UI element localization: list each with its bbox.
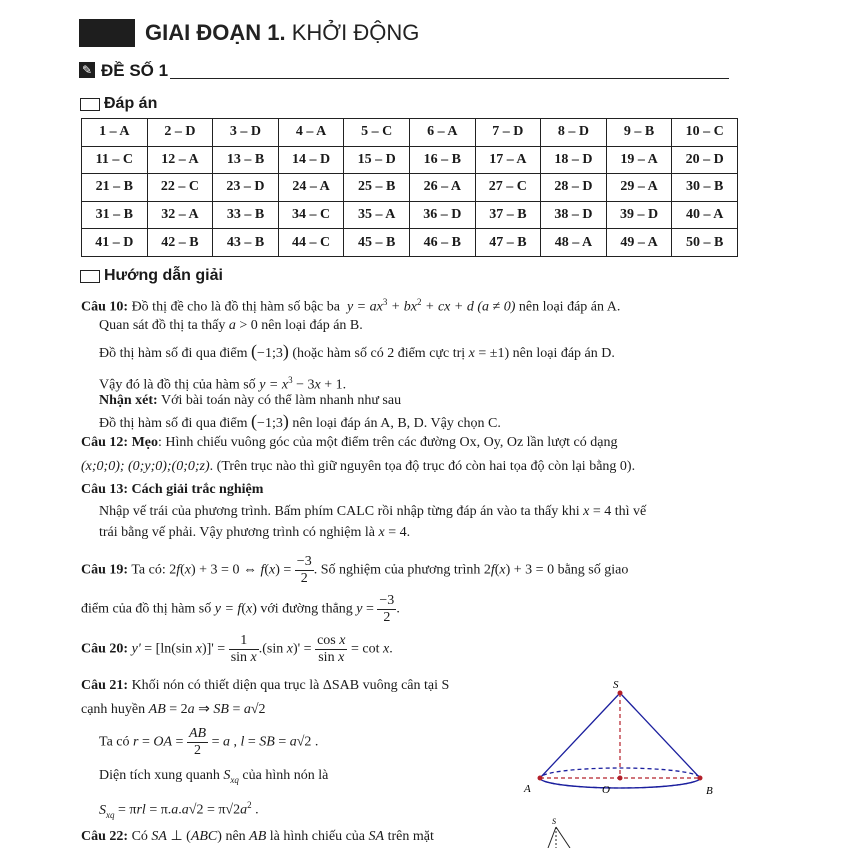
answer-cell: 6 – A xyxy=(409,119,475,147)
answer-cell: 13 – B xyxy=(213,146,279,174)
exam-underline xyxy=(170,78,729,79)
answer-cell: 35 – A xyxy=(344,201,410,229)
q10-line6: Đồ thị hàm số đi qua điểm (−1;3) nên loại đáp án A, B, D. Vậy chọn C. xyxy=(99,411,501,431)
cone-edge-SA xyxy=(540,693,620,778)
answer-cell: 46 – B xyxy=(409,229,475,257)
label-O: O xyxy=(602,784,610,796)
exam-label: ĐỀ SỐ 1 xyxy=(101,61,169,80)
answer-cell: 27 – C xyxy=(475,174,541,202)
q19-line2: điểm của đồ thị hàm số y = f(x) với đường thẳng y = $\frac{-3}{2}$ . xyxy=(81,593,400,625)
answer-cell: 10 – C xyxy=(672,119,738,147)
answer-row xyxy=(82,229,738,257)
q21-line2: cạnh huyền AB = 2a ⇒ SB = a√2 xyxy=(81,702,266,717)
stage-header-block xyxy=(79,19,135,47)
answer-cell: 33 – B xyxy=(213,201,279,229)
q21-line3: Ta có r = OA = $\frac{AB}{2}$ = a , l = SB = a√2 . xyxy=(99,726,319,758)
q10-line2: Quan sát đồ thị ta thấy a > 0 nên loại đáp án B. xyxy=(99,318,363,333)
q22-line1: Câu 22: Có SA ⊥ (ABC) nên AB là hình chiếu của SA trên mặt xyxy=(81,829,434,844)
section-box-icon xyxy=(80,98,100,111)
small-label-S: S xyxy=(552,817,556,826)
answer-cell: 29 – A xyxy=(606,174,672,202)
answer-cell: 41 – D xyxy=(82,229,148,257)
answer-cell: 17 – A xyxy=(475,146,541,174)
q12-line1: Câu 12: Mẹo: Hình chiếu vuông góc của một điểm trên các đường Ox, Oy, Oz lần lượt có dạng xyxy=(81,435,618,450)
answer-cell: 11 – C xyxy=(82,146,148,174)
q13-line1: Nhập vế trái của phương trình. Bấm phím CALC rồi nhập từng đáp án vào ta thấy khi x = 4 thì vế xyxy=(99,504,647,519)
q21-line5: $S_{xq} = \pi rl = \pi.a.a√2 = \pi√2a^2$ . xyxy=(99,800,259,820)
answer-row xyxy=(82,174,738,202)
answer-cell: 23 – D xyxy=(213,174,279,202)
answer-cell: 44 – C xyxy=(278,229,344,257)
answer-cell: 39 – D xyxy=(606,201,672,229)
answer-row xyxy=(82,201,738,229)
answer-cell: 24 – A xyxy=(278,174,344,202)
point-O xyxy=(618,776,623,781)
answer-cell: 36 – D xyxy=(409,201,475,229)
answer-cell: 1 – A xyxy=(82,119,148,147)
answer-cell: 20 – D xyxy=(672,146,738,174)
q20-line: Câu 20: y' = [ln(sin x)]' = $\frac{1}{\text{sin x}}$ .(sin x)' = $\frac{\text{cos x}}{\text{sin x}}$ = cot x. xyxy=(81,633,393,665)
answer-cell: 31 – B xyxy=(82,201,148,229)
pencil-icon: ✎ xyxy=(79,62,95,78)
answer-cell: 40 – A xyxy=(672,201,738,229)
next-figure-fragment xyxy=(540,815,600,848)
answer-cell: 21 – B xyxy=(82,174,148,202)
answer-cell: 12 – A xyxy=(147,146,213,174)
answer-cell: 14 – D xyxy=(278,146,344,174)
q13-line2: trái bằng vế phải. Vậy phương trình có nghiệm là x = 4. xyxy=(99,525,411,540)
label-S: S xyxy=(613,679,619,691)
answer-cell: 38 – D xyxy=(541,201,607,229)
answer-cell: 32 – A xyxy=(147,201,213,229)
answer-cell: 5 – C xyxy=(344,119,410,147)
answer-cell: 48 – A xyxy=(541,229,607,257)
answer-cell: 2 – D xyxy=(147,119,213,147)
answer-cell: 42 – B xyxy=(147,229,213,257)
point-S xyxy=(618,691,623,696)
q10-line5: Nhận xét: Với bài toán này có thể làm nhanh như sau xyxy=(99,393,402,408)
answer-row xyxy=(82,119,738,147)
answer-cell: 50 – B xyxy=(672,229,738,257)
q12-line2: (x;0;0); (0;y;0);(0;0;z). (Trên trục nào thì giữ nguyên tọa độ trục đó còn hai tọa độ còn lại bằng 0). xyxy=(81,459,636,474)
label-A: A xyxy=(524,783,531,795)
q13-title: Câu 13: Cách giải trắc nghiệm xyxy=(81,482,264,497)
answer-table xyxy=(81,118,738,257)
answer-cell: 43 – B xyxy=(213,229,279,257)
answer-cell: 15 – D xyxy=(344,146,410,174)
q10-line4: Vậy đó là đồ thị của hàm số $y = x^3 - 3x + 1$. xyxy=(99,375,347,393)
answer-cell: 47 – B xyxy=(475,229,541,257)
answer-cell: 25 – B xyxy=(344,174,410,202)
answer-cell: 19 – A xyxy=(606,146,672,174)
stage-title: GIAI ĐOẠN 1. KHỞI ĐỘNG xyxy=(145,20,420,45)
q21-line4: Diện tích xung quanh $S_{xq}$ của hình nón là xyxy=(99,768,329,785)
answers-title: Đáp án xyxy=(104,95,158,112)
answer-cell: 49 – A xyxy=(606,229,672,257)
answer-cell: 45 – B xyxy=(344,229,410,257)
label-B: B xyxy=(706,785,713,797)
answer-cell: 34 – C xyxy=(278,201,344,229)
section-box-icon xyxy=(80,270,100,283)
point-A xyxy=(538,776,543,781)
cone-edge-SB xyxy=(620,693,700,778)
answer-cell: 26 – A xyxy=(409,174,475,202)
q10-line3: Đồ thị hàm số đi qua điểm (−1;3) (hoặc hàm số có 2 điểm cực trị x = ±1) nên loại đáp án D. xyxy=(99,341,615,361)
answer-cell: 22 – C xyxy=(147,174,213,202)
guide-title: Hướng dẫn giải xyxy=(104,267,223,284)
point-B xyxy=(698,776,703,781)
answer-cell: 8 – D xyxy=(541,119,607,147)
answer-cell: 37 – B xyxy=(475,201,541,229)
q19-line1: Câu 19: Ta có: 2f(x) + 3 = 0 ⇔ f(x) = $\frac{-3}{2}$ . Số nghiệm của phương trình 2f(x) + 3 = 0 bằng số giao xyxy=(81,554,629,586)
answer-cell: 4 – A xyxy=(278,119,344,147)
answer-cell: 9 – B xyxy=(606,119,672,147)
q21-line1: Câu 21: Khối nón có thiết diện qua trục là ΔSAB vuông cân tại S xyxy=(81,678,450,693)
answer-cell: 30 – B xyxy=(672,174,738,202)
answer-cell: 7 – D xyxy=(475,119,541,147)
cone-figure xyxy=(510,670,730,800)
answer-row xyxy=(82,146,738,174)
q10-line1: Câu 10: Đồ thị đề cho là đồ thị hàm số bậc ba $y = ax^3 + bx^2$ + cx + d (a ≠ 0) nên loại đáp án A. xyxy=(81,297,621,315)
answer-cell: 16 – B xyxy=(409,146,475,174)
answer-cell: 3 – D xyxy=(213,119,279,147)
answer-cell: 18 – D xyxy=(541,146,607,174)
answer-cell: 28 – D xyxy=(541,174,607,202)
